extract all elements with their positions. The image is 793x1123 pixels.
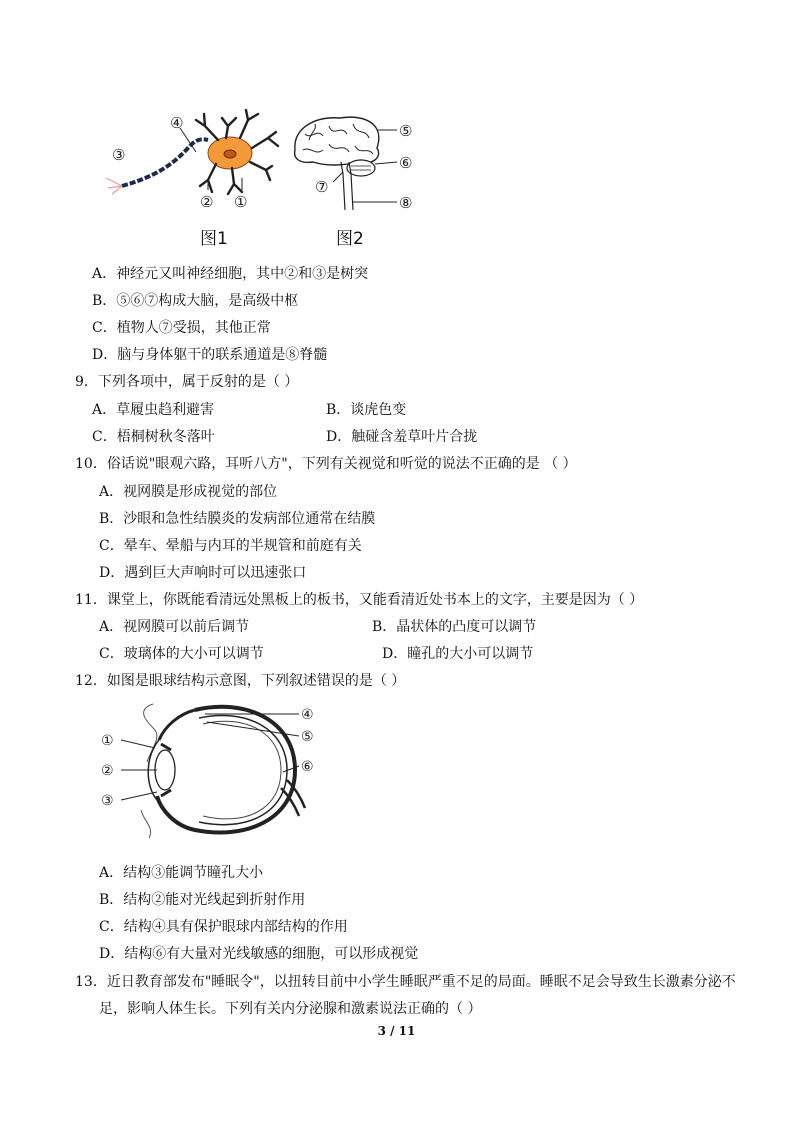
neuron-label-3: ③ (112, 146, 126, 164)
q9-stem: 9．下列各项中，属于反射的是（ ） (75, 374, 299, 390)
q9-option-a: A．草履虫趋利避害 (92, 402, 215, 418)
brain-label-5: ⑤ (399, 122, 413, 140)
brain-label-6: ⑥ (399, 154, 413, 172)
q13-stem-line-1: 13．近日教育部发布"睡眠令"，以扭转目前中小学生睡眠严重不足的局面。睡眠不足会导致生长激素分泌不 (75, 974, 736, 990)
figure-1-caption: 图1 (200, 229, 228, 249)
eye-label-1: ① (101, 733, 114, 749)
q12-option-a: A．结构③能调节瞳孔大小 (99, 865, 264, 881)
q12-option-c: C．结构④具有保护眼球内部结构的作用 (99, 919, 348, 935)
eye-label-6: ⑥ (301, 759, 314, 775)
q10-option-d: D．遇到巨大声响时可以迅速张口 (99, 565, 307, 581)
q13-stem-line-2: 足，影响人体生长。下列有关内分泌腺和激素说法正确的（ ） (99, 1001, 482, 1017)
neuron-label-1: ① (234, 193, 248, 211)
q12-option-d: D．结构⑥有大量对光线敏感的细胞，可以形成视觉 (99, 946, 419, 962)
q12-option-b: B．结构②能对光线起到折射作用 (99, 892, 306, 908)
q12-stem: 12．如图是眼球结构示意图，下列叙述错误的是（ ） (75, 673, 406, 689)
q8-option-b: B．⑤⑥⑦构成大脑，是高级中枢 (92, 293, 299, 309)
neuron-label-4: ④ (170, 114, 184, 132)
neuron-label-2: ② (200, 193, 214, 211)
brain-label-8: ⑧ (399, 194, 413, 212)
q9-option-c: C．梧桐树秋冬落叶 (92, 429, 215, 445)
q10-option-a: A．视网膜是形成视觉的部位 (99, 484, 278, 500)
q10-option-c: C．晕车、晕船与内耳的半规管和前庭有关 (99, 538, 362, 554)
figure-2-caption: 图2 (336, 229, 364, 249)
q8-option-c: C．植物人⑦受损，其他正常 (92, 320, 271, 336)
eye-label-3: ③ (101, 793, 114, 809)
q11-option-c: C．玻璃体的大小可以调节 (99, 646, 264, 662)
q10-stem: 10．俗话说"眼观六路，耳听八方"，下列有关视觉和听觉的说法不正确的是 （ ） (75, 456, 577, 472)
q9-option-d: D．触碰含羞草叶片合拢 (326, 429, 478, 445)
q9-option-b: B．谈虎色变 (326, 402, 407, 418)
q10-option-b: B．沙眼和急性结膜炎的发病部位通常在结膜 (99, 511, 376, 527)
q11-stem: 11．课堂上，你既能看清远处黑板上的板书，又能看清近处书本上的文字，主要是因为（ ） (75, 592, 644, 608)
eyeball-diagram (95, 700, 325, 850)
page-number: 3 / 11 (377, 1024, 416, 1038)
q11-option-d: D．瞳孔的大小可以调节 (382, 646, 534, 662)
neuron-diagram (100, 108, 290, 218)
q11-option-b: B．晶状体的凸度可以调节 (372, 619, 537, 635)
eye-label-4: ④ (301, 707, 314, 723)
eye-label-2: ② (101, 763, 114, 779)
q8-option-a: A．神经元又叫神经细胞，其中②和③是树突 (92, 266, 369, 282)
eye-label-5: ⑤ (301, 729, 314, 745)
brain-label-7: ⑦ (315, 178, 329, 196)
q11-option-a: A．视网膜可以前后调节 (99, 619, 250, 635)
q8-option-d: D．脑与身体躯干的联系通道是⑧脊髓 (92, 347, 328, 363)
brain-diagram (285, 110, 435, 220)
